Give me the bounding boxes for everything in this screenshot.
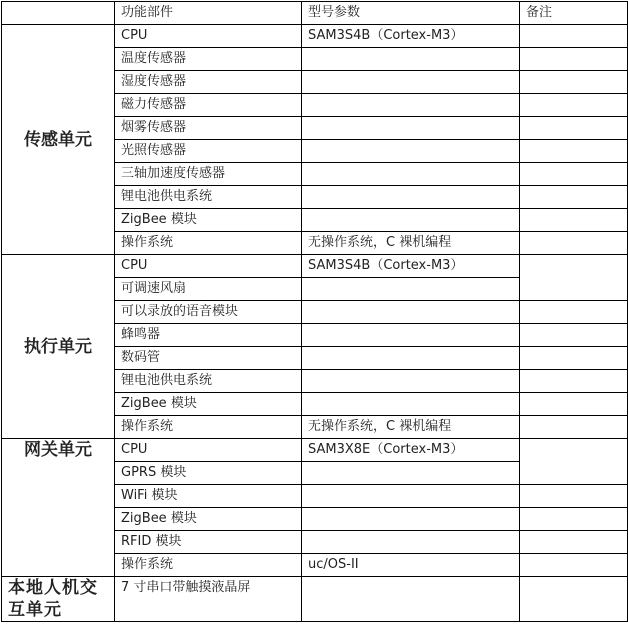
table-row — [2, 577, 628, 622]
model-cell — [302, 324, 520, 347]
remark-cell — [520, 163, 628, 186]
group-sensor-unit: 传感单元 — [2, 25, 115, 255]
model-cell — [302, 117, 520, 140]
part-cell: 锂电池供电系统 — [115, 186, 302, 209]
group-local-hmi-unit: 本地人机交互单元 — [2, 577, 115, 622]
part-cell: 操作系统 — [115, 416, 302, 439]
part-cell: 烟雾传感器 — [115, 117, 302, 140]
part-cell: 磁力传感器 — [115, 94, 302, 117]
part-cell: 蜂鸣器 — [115, 324, 302, 347]
remark-cell — [520, 508, 628, 531]
part-cell: 光照传感器 — [115, 140, 302, 163]
model-cell: 无操作系统，C 裸机编程 — [302, 232, 520, 255]
remark-cell — [520, 393, 628, 416]
model-cell: SAM3S4B（Cortex-M3） — [302, 25, 520, 48]
remark-cell — [520, 117, 628, 140]
model-cell — [302, 94, 520, 117]
remark-cell — [520, 209, 628, 232]
remark-cell — [520, 416, 628, 439]
remark-cell — [520, 71, 628, 94]
model-cell — [302, 163, 520, 186]
header-row — [2, 2, 628, 25]
model-cell — [302, 48, 520, 71]
header-unit — [2, 2, 115, 25]
model-cell — [302, 462, 520, 485]
model-cell — [302, 209, 520, 232]
header-model: 型号参数 — [302, 2, 520, 25]
part-cell: 数码管 — [115, 347, 302, 370]
remark-cell — [520, 301, 628, 324]
part-cell: ZigBee 模块 — [115, 393, 302, 416]
remark-cell — [520, 255, 628, 301]
remark-cell — [520, 232, 628, 255]
header-remark: 备注 — [520, 2, 628, 25]
remark-cell — [520, 48, 628, 71]
table-row — [2, 25, 628, 48]
part-cell: 可以录放的语音模块 — [115, 301, 302, 324]
remark-cell — [520, 25, 628, 48]
model-cell — [302, 347, 520, 370]
remark-cell — [520, 186, 628, 209]
part-cell: CPU — [115, 255, 302, 278]
part-cell: 三轴加速度传感器 — [115, 163, 302, 186]
part-cell: ZigBee 模块 — [115, 508, 302, 531]
spec-table — [1, 1, 628, 622]
remark-cell — [520, 94, 628, 117]
model-cell — [302, 301, 520, 324]
remark-cell — [520, 439, 628, 485]
part-cell: 温度传感器 — [115, 48, 302, 71]
model-cell: SAM3S4B（Cortex-M3） — [302, 255, 520, 278]
table-row — [2, 439, 628, 462]
part-cell: 可调速风扇 — [115, 278, 302, 301]
part-cell: CPU — [115, 439, 302, 462]
remark-cell — [520, 324, 628, 347]
part-cell: RFID 模块 — [115, 531, 302, 554]
model-cell — [302, 485, 520, 508]
remark-cell — [520, 577, 628, 622]
part-cell: 湿度传感器 — [115, 71, 302, 94]
part-cell: GPRS 模块 — [115, 462, 302, 485]
model-cell: SAM3X8E（Cortex-M3） — [302, 439, 520, 462]
model-cell — [302, 370, 520, 393]
model-cell: uc/OS-II — [302, 554, 520, 577]
part-cell: 操作系统 — [115, 232, 302, 255]
part-cell: 7 寸串口带触摸液晶屏 — [115, 577, 302, 622]
part-cell: CPU — [115, 25, 302, 48]
remark-cell — [520, 485, 628, 508]
group-gateway-unit: 网关单元 — [2, 439, 115, 577]
model-cell — [302, 186, 520, 209]
part-cell: 锂电池供电系统 — [115, 370, 302, 393]
model-cell: 无操作系统，C 裸机编程 — [302, 416, 520, 439]
remark-cell — [520, 531, 628, 554]
remark-cell — [520, 370, 628, 393]
remark-cell — [520, 554, 628, 577]
model-cell — [302, 278, 520, 301]
model-cell — [302, 140, 520, 163]
table-row — [2, 255, 628, 278]
model-cell — [302, 577, 520, 622]
part-cell: ZigBee 模块 — [115, 209, 302, 232]
model-cell — [302, 71, 520, 94]
part-cell: 操作系统 — [115, 554, 302, 577]
model-cell — [302, 531, 520, 554]
model-cell — [302, 508, 520, 531]
part-cell: WiFi 模块 — [115, 485, 302, 508]
model-cell — [302, 393, 520, 416]
remark-cell — [520, 347, 628, 370]
remark-cell — [520, 140, 628, 163]
header-part: 功能部件 — [115, 2, 302, 25]
group-actuator-unit: 执行单元 — [2, 255, 115, 439]
